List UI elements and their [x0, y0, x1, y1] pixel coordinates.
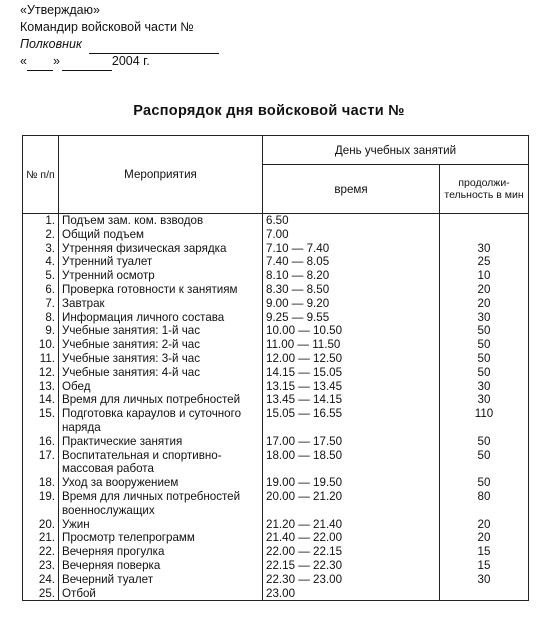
header-event: Мероприятия [59, 136, 263, 214]
row-event: Утренняя физическая зарядка [59, 242, 263, 256]
row-time: 6.50 [263, 214, 440, 228]
row-duration: 20 [440, 297, 529, 311]
row-duration: 50 [440, 338, 529, 352]
table-row [23, 269, 529, 283]
row-num: 11. [23, 352, 59, 366]
row-duration: 30 [440, 380, 529, 394]
row-num: 22. [23, 545, 59, 559]
page-title: Распорядок дня войсковой части № [133, 103, 405, 119]
table-row [23, 518, 529, 532]
row-num: 1. [23, 214, 59, 228]
row-time: 7.00 [263, 228, 440, 242]
date-year: 2004 г. [111, 54, 150, 68]
table-row [23, 531, 529, 545]
approval-block [20, 2, 219, 70]
row-duration: 30 [440, 573, 529, 587]
table-row [23, 283, 529, 297]
row-time: 8.30 — 8.50 [263, 283, 440, 297]
row-event: Отбой [59, 587, 263, 601]
row-duration: 25 [440, 255, 529, 269]
approval-line-1: «Утверждаю» [20, 3, 100, 17]
row-duration: 20 [440, 531, 529, 545]
table-row [23, 559, 529, 573]
table-row [23, 476, 529, 490]
row-time: 20.00 — 21.20 [263, 490, 440, 518]
table-row [23, 324, 529, 338]
row-event: Информация личного состава [59, 311, 263, 325]
row-event: Учебные занятия: 4-й час [59, 366, 263, 380]
approval-date-line [20, 53, 219, 70]
row-time: 23.00 [263, 587, 440, 601]
row-time: 8.10 — 8.20 [263, 269, 440, 283]
row-duration: 30 [440, 393, 529, 407]
table-row [23, 297, 529, 311]
row-time: 18.00 — 18.50 [263, 449, 440, 477]
table-row [23, 407, 529, 435]
row-event: Практические занятия [59, 435, 263, 449]
row-time: 9.00 — 9.20 [263, 297, 440, 311]
row-time: 7.10 — 7.40 [263, 242, 440, 256]
row-event: Уход за вооружением [59, 476, 263, 490]
table-header [23, 136, 529, 214]
row-num: 20. [23, 518, 59, 532]
row-duration: 20 [440, 518, 529, 532]
row-event: Подготовка караулов и суточного наряда [59, 407, 263, 435]
row-num: 7. [23, 297, 59, 311]
row-duration: 15 [440, 545, 529, 559]
approval-line-2: Командир войсковой части № [20, 20, 194, 34]
row-event: Воспитательная и спортивно-массовая работа [59, 449, 263, 477]
row-duration: 15 [440, 559, 529, 573]
row-duration: 50 [440, 449, 529, 477]
date-open-quote: « [20, 54, 27, 68]
row-event: Учебные занятия: 2-й час [59, 338, 263, 352]
date-close-quote: » [52, 54, 60, 68]
row-time: 21.40 — 22.00 [263, 531, 440, 545]
table-row [23, 228, 529, 242]
row-duration: 80 [440, 490, 529, 518]
table-body [23, 214, 529, 601]
row-num: 2. [23, 228, 59, 242]
table-row [23, 573, 529, 587]
row-time: 14.15 — 15.05 [263, 366, 440, 380]
row-time: 22.00 — 22.15 [263, 545, 440, 559]
table-row [23, 380, 529, 394]
row-num: 25. [23, 587, 59, 601]
header-day: День учебных занятий [263, 136, 529, 165]
table-row [23, 352, 529, 366]
row-num: 6. [23, 283, 59, 297]
row-event: Общий подъем [59, 228, 263, 242]
row-time: 19.00 — 19.50 [263, 476, 440, 490]
row-num: 5. [23, 269, 59, 283]
row-event: Просмотр телепрограмм [59, 531, 263, 545]
row-event: Завтрак [59, 297, 263, 311]
header-duration: продолжи- тельность в мин [440, 165, 529, 214]
row-duration: 30 [440, 311, 529, 325]
row-duration [440, 228, 529, 242]
table-row [23, 587, 529, 601]
row-duration: 110 [440, 407, 529, 435]
row-event: Время для личных потребностей [59, 393, 263, 407]
schedule-table [22, 135, 529, 601]
day-blank [27, 53, 53, 71]
header-num: № п/п [23, 136, 59, 214]
row-num: 23. [23, 559, 59, 573]
row-num: 21. [23, 531, 59, 545]
row-num: 13. [23, 380, 59, 394]
row-num: 19. [23, 490, 59, 518]
table-row [23, 393, 529, 407]
row-num: 9. [23, 324, 59, 338]
row-time: 7.40 — 8.05 [263, 255, 440, 269]
table-row [23, 490, 529, 518]
row-time: 17.00 — 17.50 [263, 435, 440, 449]
row-duration: 50 [440, 324, 529, 338]
row-duration: 50 [440, 435, 529, 449]
row-num: 10. [23, 338, 59, 352]
table-row [23, 545, 529, 559]
table-row [23, 255, 529, 269]
row-num: 4. [23, 255, 59, 269]
table-row [23, 449, 529, 477]
row-num: 8. [23, 311, 59, 325]
row-event: Проверка готовности к занятиям [59, 283, 263, 297]
row-duration: 50 [440, 366, 529, 380]
row-time: 10.00 — 10.50 [263, 324, 440, 338]
row-num: 24. [23, 573, 59, 587]
row-event: Обед [59, 380, 263, 394]
rank-label: Полковник [20, 37, 82, 51]
row-duration [440, 587, 529, 601]
month-blank [62, 53, 112, 71]
row-event: Подъем зам. ком. взводов [59, 214, 263, 228]
approval-line-3 [20, 36, 219, 53]
row-num: 18. [23, 476, 59, 490]
row-time: 21.20 — 21.40 [263, 518, 440, 532]
table-row [23, 242, 529, 256]
table-row [23, 214, 529, 228]
table-row [23, 338, 529, 352]
row-time: 22.15 — 22.30 [263, 559, 440, 573]
row-num: 15. [23, 407, 59, 435]
row-time: 12.00 — 12.50 [263, 352, 440, 366]
row-duration [440, 214, 529, 228]
row-event: Утренний осмотр [59, 269, 263, 283]
row-event: Учебные занятия: 1-й час [59, 324, 263, 338]
row-duration: 50 [440, 352, 529, 366]
row-num: 14. [23, 393, 59, 407]
row-event: Вечерняя поверка [59, 559, 263, 573]
row-time: 15.05 — 16.55 [263, 407, 440, 435]
row-num: 12. [23, 366, 59, 380]
row-duration: 30 [440, 242, 529, 256]
row-event: Время для личных потребностей военнослужащих [59, 490, 263, 518]
row-event: Вечерняя прогулка [59, 545, 263, 559]
row-num: 3. [23, 242, 59, 256]
row-duration: 50 [440, 476, 529, 490]
header-time: время [263, 165, 440, 214]
row-time: 22.30 — 23.00 [263, 573, 440, 587]
row-duration: 20 [440, 283, 529, 297]
row-time: 13.45 — 14.15 [263, 393, 440, 407]
row-num: 17. [23, 449, 59, 477]
table-row [23, 366, 529, 380]
row-event: Ужин [59, 518, 263, 532]
signature-line [89, 36, 219, 54]
table-row [23, 311, 529, 325]
row-duration: 10 [440, 269, 529, 283]
row-event: Вечерний туалет [59, 573, 263, 587]
row-event: Учебные занятия: 3-й час [59, 352, 263, 366]
row-num: 16. [23, 435, 59, 449]
row-time: 11.00 — 11.50 [263, 338, 440, 352]
table-row [23, 435, 529, 449]
row-time: 9.25 — 9.55 [263, 311, 440, 325]
row-time: 13.15 — 13.45 [263, 380, 440, 394]
row-event: Утренний туалет [59, 255, 263, 269]
